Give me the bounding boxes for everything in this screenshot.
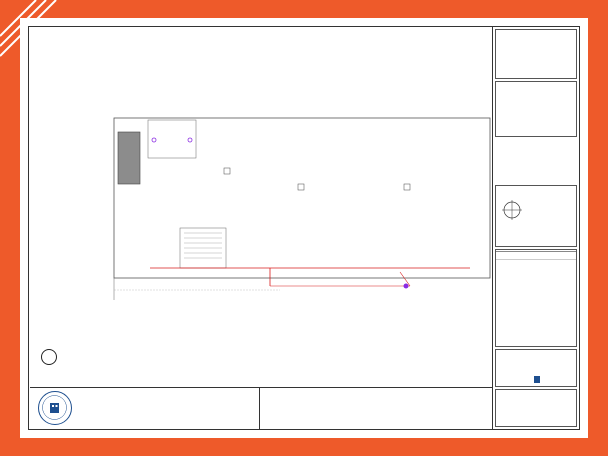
sheet-sidebar [492, 27, 580, 429]
shaft-block [118, 132, 140, 184]
legend-box [495, 249, 577, 347]
remarks-box [495, 349, 577, 387]
project-cell [260, 388, 492, 429]
general-notes-box [495, 81, 577, 137]
company-seal-icon [38, 391, 72, 425]
north-arrow-icon [500, 198, 524, 222]
stair-treads [184, 233, 222, 258]
consultant-cell [30, 388, 260, 429]
building-outline [114, 118, 490, 278]
drawing-number-bubble [41, 349, 57, 365]
drawing-sheet [20, 18, 588, 438]
office-logo-icon [532, 374, 542, 384]
north-label [496, 186, 576, 187]
valve-icon [152, 138, 156, 142]
fixture-box [404, 184, 410, 190]
remarks-title [496, 350, 576, 351]
drawing-frame [28, 26, 580, 430]
floor-plan [30, 28, 492, 386]
sheet-info-box [495, 389, 577, 427]
room-outline [148, 120, 196, 158]
project-data-title [496, 30, 576, 31]
fixture-box [298, 184, 304, 190]
valve-icon [188, 138, 192, 142]
fixture-box [224, 168, 230, 174]
north-box [495, 185, 577, 247]
title-block [30, 387, 492, 429]
project-data-box [495, 29, 577, 79]
floor-plan-area [30, 28, 492, 386]
fdc-icon [404, 284, 409, 289]
general-notes-title [496, 82, 576, 83]
